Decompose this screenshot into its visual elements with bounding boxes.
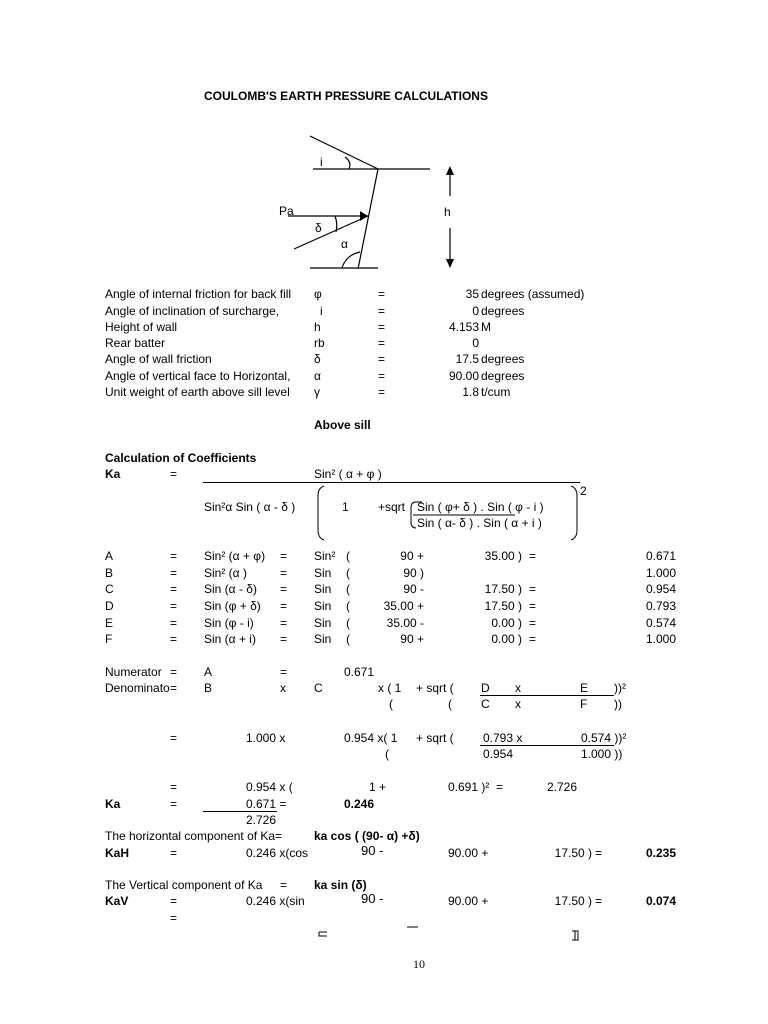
numerator-equals-2: = (280, 665, 288, 679)
input-equals: = (378, 369, 386, 383)
coeff-equals-2: = (280, 616, 288, 630)
vertical-component-equals: = (280, 878, 288, 892)
denom-result-equals: = (170, 780, 178, 794)
kah-term-c: 17.50 ) (554, 846, 592, 860)
input-symbol: rb (314, 336, 325, 350)
coeff-term-b: 17.50 ) (484, 599, 522, 613)
coeff-term-b: 0.00 ) (491, 632, 522, 646)
coeff-equals-3: = (529, 599, 537, 613)
diagram-label-pa: Pa (279, 204, 294, 218)
kav-term-a: 90 - (361, 891, 384, 906)
denominator-close-2: )) (614, 697, 622, 711)
kah-label: KaH (105, 846, 130, 860)
denominator-d: D (481, 681, 490, 695)
kav-result: 0.074 (645, 894, 676, 908)
ka-result-denominator: 2.726 (246, 813, 277, 827)
input-unit: t/cum (481, 385, 511, 399)
kah-term-a: 90 - (361, 843, 384, 858)
ka-power: 2 (580, 484, 587, 498)
diagram-label-i: i (320, 155, 323, 169)
above-sill-heading: Above sill (314, 418, 371, 432)
denominator-f: F (580, 697, 588, 711)
numerator-value: 0.671 (344, 665, 375, 679)
coeff-term-a: 90 - (403, 582, 424, 596)
input-desc: Angle of internal friction for back fill (105, 287, 292, 301)
coeff-paren: ( (346, 549, 350, 563)
denominator-label: Denominato (105, 681, 170, 695)
numerator-label: Numerator (105, 665, 162, 679)
coeff-equals: = (170, 599, 178, 613)
coeff-equals: = (170, 566, 178, 580)
coeff-name: A (105, 549, 114, 563)
kah-coefficient: 0.246 x(cos (246, 846, 309, 860)
kah-equals: = (170, 846, 178, 860)
input-unit: degrees (481, 304, 525, 318)
input-equals: = (378, 352, 386, 366)
coeff-expression: Sin² (α ) (204, 566, 247, 580)
input-symbol: φ (314, 287, 322, 301)
page-number: 10 (413, 957, 425, 971)
ka-result-label: Ka (105, 797, 121, 811)
denom-result-c: 0.954 x ( (246, 780, 293, 794)
coeff-equals-2: = (280, 632, 288, 646)
denom-values-d: 0.793 x (483, 731, 523, 745)
ka-inner-denominator: Sin ( α- δ ) . Sin ( α + i ) (417, 516, 542, 530)
denominator-b: B (204, 681, 213, 695)
coeff-name: D (105, 599, 114, 613)
vertical-formula: ka sin (δ) (314, 878, 367, 892)
input-equals: = (378, 304, 386, 318)
kah-equals-2: = (595, 846, 603, 860)
coeff-function: Sin (314, 599, 332, 613)
coeff-function: Sin² (314, 549, 336, 563)
denom-result-sq: 0.691 )² (448, 780, 490, 794)
denominator-close: ))² (614, 681, 626, 695)
input-value: 90.00 (448, 369, 479, 383)
input-value: 1.8 (462, 385, 479, 399)
denom-values-b: 1.000 x (246, 731, 286, 745)
input-symbol: h (314, 320, 321, 334)
denom-values-f: 1.000 )) (581, 747, 623, 761)
coeff-equals-3: = (529, 549, 537, 563)
ka-result-numerator: 0.671 = (246, 797, 287, 811)
denom-values-equals: = (170, 731, 178, 745)
coeff-function: Sin (314, 616, 332, 630)
coeff-result: 0.671 (645, 549, 676, 563)
denom-values-c: 0.954 x( 1 (344, 731, 398, 745)
coeff-expression: Sin (α + i) (204, 632, 256, 646)
denominator-e: E (580, 681, 589, 695)
input-symbol: α (314, 369, 321, 383)
denominator-x-open: x ( 1 (378, 681, 402, 695)
input-unit: degrees (481, 369, 525, 383)
input-value: 0 (472, 336, 479, 350)
input-symbol: δ (314, 352, 321, 366)
ka-denominator-left: Sin²α Sin ( α - δ ) (204, 500, 296, 514)
kav-term-b: 90.00 + (448, 894, 489, 908)
page-title: COULOMB'S EARTH PRESSURE CALCULATIONS (204, 89, 488, 103)
coeff-expression: Sin (φ - i) (204, 616, 254, 630)
coefficients-heading: Calculation of Coefficients (105, 451, 257, 465)
coeff-term-a: 35.00 + (383, 599, 424, 613)
coeff-function: Sin (314, 582, 332, 596)
coeff-term-a: 90 + (400, 632, 424, 646)
denominator-plus-sqrt: + sqrt ( (416, 681, 454, 695)
ka-numerator: Sin² ( α + φ ) (314, 467, 382, 481)
denominator-x: x (280, 681, 286, 695)
coeff-result: 0.793 (645, 599, 676, 613)
input-desc: Angle of inclination of surcharge, (105, 304, 280, 318)
input-value: 17.5 (455, 352, 479, 366)
coeff-name: F (105, 632, 113, 646)
coeff-equals: = (170, 616, 178, 630)
input-equals: = (378, 287, 386, 301)
coeff-function: Sin (314, 566, 332, 580)
coeff-result: 1.000 (645, 632, 676, 646)
kav-equals-2: = (595, 894, 603, 908)
coeff-equals-3: = (529, 632, 537, 646)
ka-label: Ka (105, 467, 121, 481)
coeff-equals: = (170, 632, 178, 646)
coeff-paren: ( (346, 566, 350, 580)
ka-equals: = (170, 467, 178, 481)
kav-label: KaV (105, 894, 129, 908)
coeff-term-a: 90 ) (403, 566, 424, 580)
denom-values-plus-sqrt: + sqrt ( (416, 731, 454, 745)
input-desc: Angle of vertical face to Horizontal, (105, 369, 291, 383)
denom-result-one: 1 + (369, 780, 387, 794)
coeff-equals-2: = (280, 582, 288, 596)
coeff-result: 0.574 (645, 616, 676, 630)
input-desc: Rear batter (105, 336, 166, 350)
denominator-equals: = (170, 681, 178, 695)
kah-term-b: 90.00 + (448, 846, 489, 860)
kav-equals-3: = (170, 911, 178, 925)
denominator-x3: x (515, 697, 521, 711)
numerator-var: A (204, 665, 213, 679)
denom-values-paren: ( (385, 747, 389, 761)
input-equals: = (378, 385, 386, 399)
horizontal-component-text: The horizontal component of Ka= (105, 829, 283, 843)
coeff-equals-2: = (280, 599, 288, 613)
coeff-term-b: 35.00 ) (484, 549, 522, 563)
denominator-c: C (314, 681, 323, 695)
coeff-expression: Sin² (α + φ) (204, 549, 266, 563)
input-desc: Height of wall (105, 320, 178, 334)
ka-plus-sqrt: +sqrt (378, 500, 406, 514)
denominator-paren-2: ( (448, 697, 452, 711)
input-symbol: γ (314, 385, 320, 399)
input-value: 0 (472, 304, 479, 318)
kav-term-c: 17.50 ) (554, 894, 592, 908)
input-unit: M (481, 320, 491, 334)
denominator-c2: C (481, 697, 490, 711)
ka-result-value: 0.246 (344, 797, 375, 811)
coeff-equals-2: = (280, 549, 288, 563)
diagram-label-delta: δ (315, 221, 322, 235)
kav-coefficient: 0.246 x(sin (246, 894, 305, 908)
coeff-equals: = (170, 549, 178, 563)
coeff-equals-3: = (529, 616, 537, 630)
input-desc: Unit weight of earth above sill level (105, 385, 290, 399)
ka-result-equals: = (170, 797, 178, 811)
denom-values-e: 0.574 ))² (581, 731, 627, 745)
coeff-paren: ( (346, 599, 350, 613)
vertical-component-text: The Vertical component of Ka (105, 878, 263, 892)
coeff-paren: ( (346, 616, 350, 630)
coeff-term-b: 0.00 ) (491, 616, 522, 630)
coeff-term-a: 90 + (400, 549, 424, 563)
input-value: 35 (465, 287, 479, 301)
coeff-function: Sin (314, 632, 332, 646)
coeff-name: C (105, 582, 114, 596)
ka-inner-numerator: Sin ( φ+ δ ) . Sin ( φ - i ) (417, 500, 544, 514)
diagram-label-alpha: α (341, 237, 348, 251)
input-equals: = (378, 320, 386, 334)
input-desc: Angle of wall friction (105, 352, 212, 366)
kah-result: 0.235 (645, 846, 676, 860)
coeff-name: E (105, 616, 114, 630)
denominator-paren: ( (389, 697, 393, 711)
coeff-result: 0.954 (645, 582, 676, 596)
coeff-name: B (105, 566, 114, 580)
input-symbol: i (320, 304, 323, 318)
coeff-result: 1.000 (645, 566, 676, 580)
coeff-equals: = (170, 582, 178, 596)
coeff-equals-3: = (529, 582, 537, 596)
coeff-paren: ( (346, 582, 350, 596)
coeff-paren: ( (346, 632, 350, 646)
denom-values-c2: 0.954 (483, 747, 514, 761)
input-equals: = (378, 336, 386, 350)
input-unit: degrees (assumed) (481, 287, 585, 301)
coeff-term-a: 35.00 - (386, 616, 424, 630)
ka-one: 1 (342, 500, 349, 514)
diagram-label-h: h (444, 205, 451, 219)
input-unit: degrees (481, 352, 525, 366)
horizontal-formula: ka cos ( (90- α) +δ) (314, 829, 420, 843)
denominator-x2: x (515, 681, 521, 695)
coeff-expression: Sin (φ + δ) (204, 599, 261, 613)
kav-equals: = (170, 894, 178, 908)
denom-result-equals-2: = (496, 780, 504, 794)
numerator-equals: = (170, 665, 178, 679)
coeff-term-b: 17.50 ) (484, 582, 522, 596)
denom-result-value: 2.726 (547, 780, 578, 794)
coeff-expression: Sin (α - δ) (204, 582, 257, 596)
input-value: 4.153 (448, 320, 479, 334)
coeff-equals-2: = (280, 566, 288, 580)
